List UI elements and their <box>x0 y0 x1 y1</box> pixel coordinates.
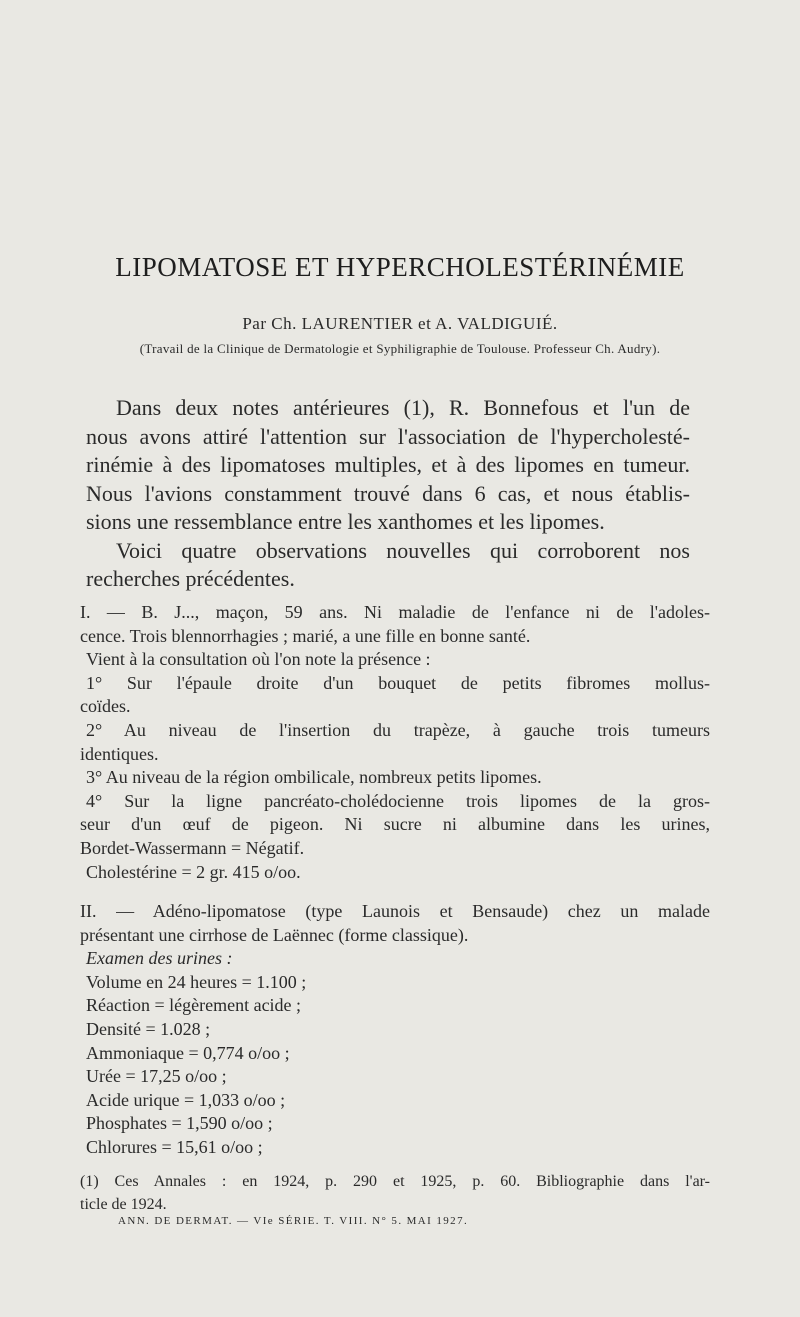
urine-value: Volume en 24 heures = 1.100 ; <box>86 971 307 992</box>
text-line: Dans deux notes antérieures (1), R. Bonnefous et l'un de <box>116 395 690 420</box>
footnote-line: (1) Ces Annales : en 1924, p. 290 et 1925, p. 60. Bibliographie dans l'ar- <box>80 1173 710 1190</box>
text-line: 4° Sur la ligne pancréato-cholédocienne trois lipomes de la gros- <box>86 790 710 811</box>
text-line: Nous l'avions constamment trouvé dans 6 cas, et nous établis- <box>86 480 690 506</box>
observation-2 <box>80 900 710 1160</box>
text-line: 1° Sur l'épaule droite d'un bouquet de petits fibromes mollus- <box>86 672 710 693</box>
text-line: Voici quatre observations nouvelles qui corroborent nos <box>116 537 690 563</box>
observation-1 <box>80 601 710 884</box>
text-line: identiques. <box>80 743 159 764</box>
text-line: I. — B. J..., maçon, 59 ans. Ni maladie de l'enfance ni de l'adoles- <box>80 602 710 622</box>
urine-value: Densité = 1.028 ; <box>86 1018 211 1039</box>
text-line: nous avons attiré l'attention sur l'association de l'hypercholesté- <box>86 423 690 449</box>
article-authors: Par Ch. LAURENTIER et A. VALDIGUIÉ. <box>242 314 558 333</box>
intro-paragraph <box>86 394 690 594</box>
urine-value: Ammoniaque = 0,774 o/oo ; <box>86 1042 290 1063</box>
text-line: rinémie à des lipomatoses multiples, et à des lipomes en tumeur. <box>86 452 690 477</box>
text-line: II. — Adéno-lipomatose (type Launois et Bensaude) chez un malade <box>80 901 710 921</box>
urine-value: Réaction = légèrement acide ; <box>86 995 302 1016</box>
footnote <box>80 1170 710 1216</box>
text-line: Bordet-Wassermann = Négatif. <box>80 837 305 858</box>
journal-reference: ANN. DE DERMAT. — VIe SÉRIE. T. VIII. N° 5. MAI 1927. <box>118 1215 469 1227</box>
text-line: présentant une cirrhose de Laënnec (forme classique). <box>80 924 469 945</box>
text-line: recherches précédentes. <box>86 566 295 591</box>
text-line: 2° Au niveau de l'insertion du trapèze, à gauche trois tumeurs <box>86 719 710 740</box>
urine-value: Chlorures = 15,61 o/oo ; <box>86 1136 263 1157</box>
text-line: 3° Au niveau de la région ombilicale, nombreux petits lipomes. <box>86 767 542 788</box>
text-line: Cholestérine = 2 gr. 415 o/oo. <box>86 861 301 882</box>
urine-value: Phosphates = 1,590 o/oo ; <box>86 1113 273 1134</box>
text-line: seur d'un œuf de pigeon. Ni sucre ni albumine dans les urines, <box>80 814 710 835</box>
urine-value: Acide urique = 1,033 o/oo ; <box>86 1089 286 1110</box>
text-line: Vient à la consultation où l'on note la présence : <box>86 649 431 670</box>
text-line: cence. Trois blennorrhagies ; marié, a une fille en bonne santé. <box>80 625 531 646</box>
article-title: LIPOMATOSE ET HYPERCHOLESTÉRINÉMIE <box>115 252 685 282</box>
urine-value: Urée = 17,25 o/oo ; <box>86 1066 227 1087</box>
urine-exam-heading: Examen des urines : <box>86 948 233 969</box>
footnote-line: ticle de 1924. <box>80 1196 167 1213</box>
article-affiliation: (Travail de la Clinique de Dermatologie et Syphiligraphie de Toulouse. Professeur Ch. Audry). <box>139 341 661 356</box>
text-line: sions une ressemblance entre les xanthomes et les lipomes. <box>86 509 605 534</box>
text-line: coïdes. <box>80 696 131 717</box>
